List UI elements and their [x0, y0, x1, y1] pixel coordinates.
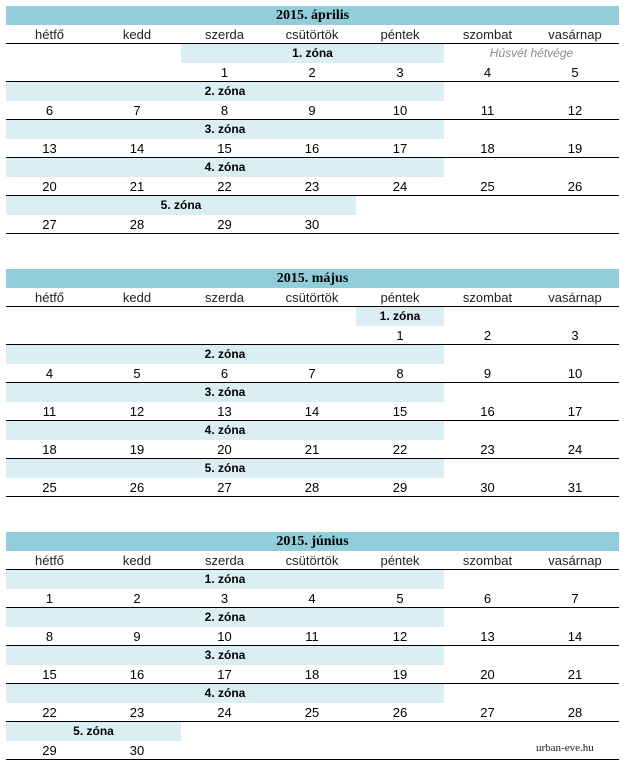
zone-label: 1. zóna	[292, 46, 333, 60]
date-cell: 26	[129, 480, 145, 495]
date-cell: 22	[42, 705, 57, 720]
date-cell: 15	[42, 667, 57, 682]
date-cell: 27	[217, 480, 232, 495]
zone-label: 2. zóna	[204, 347, 246, 361]
date-cell: 27	[42, 217, 57, 232]
date-cell: 14	[129, 141, 145, 156]
date-cell: 21	[304, 442, 320, 457]
date-cell: 19	[129, 442, 145, 457]
date-cell: 15	[392, 404, 408, 419]
zone-row	[6, 158, 619, 177]
date-cell: 19	[567, 141, 583, 156]
zone-label: 2. zóna	[204, 610, 246, 624]
date-row	[6, 665, 619, 684]
weekday-label: kedd	[122, 27, 152, 42]
date-cell: 3	[396, 65, 404, 80]
date-cell: 1	[45, 591, 54, 606]
date-cell: 13	[217, 404, 232, 419]
weekday-label: szerda	[204, 27, 245, 42]
zone-label: 4. zóna	[204, 686, 246, 700]
date-cell: 14	[567, 629, 583, 644]
date-cell: 13	[480, 629, 495, 644]
date-row	[6, 177, 619, 196]
date-cell: 10	[217, 629, 232, 644]
date-cell: 28	[567, 705, 583, 720]
easter-weekend-note: Húsvét hétvége	[489, 46, 574, 60]
zone-label: 5. zóna	[73, 724, 114, 738]
date-cell: 2	[483, 328, 492, 343]
date-cell: 25	[304, 705, 320, 720]
weekday-header-row	[6, 551, 619, 570]
weekday-label: szombat	[462, 553, 513, 568]
zone-label: 3. zóna	[204, 648, 246, 662]
zone-row	[6, 82, 619, 101]
date-cell: 20	[42, 179, 57, 194]
zone-label: 5. zóna	[204, 461, 246, 475]
date-cell: 16	[304, 141, 320, 156]
date-cell: 23	[129, 705, 145, 720]
date-cell: 14	[304, 404, 320, 419]
zone-row	[6, 44, 619, 63]
weekday-label: csütörtök	[285, 27, 339, 42]
date-row	[6, 101, 619, 120]
zone-row	[6, 421, 619, 440]
date-cell: 2	[308, 65, 316, 80]
date-cell: 21	[567, 667, 583, 682]
weekday-label: péntek	[380, 27, 420, 42]
date-cell: 26	[567, 179, 583, 194]
weekday-label: kedd	[122, 290, 152, 305]
date-row	[6, 627, 619, 646]
date-cell: 20	[480, 667, 495, 682]
date-cell: 7	[133, 103, 141, 118]
date-row	[6, 364, 619, 383]
zone-label: 1. zóna	[379, 309, 421, 323]
date-cell: 30	[304, 217, 320, 232]
date-cell: 9	[133, 629, 141, 644]
weekday-label: szombat	[462, 290, 513, 305]
date-cell: 3	[571, 328, 579, 343]
zone-row	[6, 120, 619, 139]
zone-row	[6, 345, 619, 364]
date-cell: 7	[308, 366, 316, 381]
date-cell: 17	[392, 141, 408, 156]
date-row	[6, 440, 619, 459]
date-row	[6, 703, 619, 722]
date-cell: 15	[217, 141, 232, 156]
weekday-label: szerda	[204, 290, 245, 305]
date-cell: 11	[305, 629, 319, 644]
date-cell: 6	[45, 103, 54, 118]
date-cell: 18	[42, 442, 57, 457]
month-title: 2015. április	[6, 6, 619, 25]
date-cell: 18	[480, 141, 495, 156]
weekday-label: szombat	[462, 27, 513, 42]
date-cell: 10	[567, 366, 583, 381]
date-cell: 30	[129, 743, 145, 758]
date-cell: 6	[483, 591, 492, 606]
zone-row	[6, 608, 619, 627]
weekday-label: hétfő	[35, 553, 64, 568]
date-cell: 29	[392, 480, 408, 495]
date-row	[6, 589, 619, 608]
date-cell: 16	[129, 667, 145, 682]
date-cell: 29	[42, 743, 57, 758]
date-cell: 24	[392, 179, 408, 194]
month-block	[6, 269, 619, 497]
date-row	[6, 63, 619, 82]
date-row	[6, 139, 619, 158]
zone-label: 4. zóna	[204, 423, 246, 437]
site-credit: urban-eve.hu	[536, 742, 594, 754]
date-cell: 11	[480, 103, 495, 118]
zone-label: 4. zóna	[204, 160, 246, 174]
zone-label: 1. zóna	[204, 572, 246, 586]
date-cell: 22	[392, 442, 408, 457]
weekday-label: vasárnap	[548, 290, 602, 305]
zone-row	[6, 383, 619, 402]
date-cell: 20	[217, 442, 232, 457]
weekday-header-row	[6, 288, 619, 307]
date-cell: 31	[567, 480, 583, 495]
weekday-label: péntek	[380, 553, 420, 568]
date-row	[6, 741, 619, 760]
weekday-header-row	[6, 25, 619, 44]
date-cell: 4	[483, 65, 492, 80]
zone-label: 5. zóna	[160, 198, 202, 212]
weekday-label: szerda	[204, 553, 245, 568]
date-cell: 25	[42, 480, 57, 495]
month-title: 2015. június	[6, 532, 619, 551]
date-cell: 23	[480, 442, 495, 457]
date-cell: 27	[480, 705, 495, 720]
date-cell: 24	[217, 705, 232, 720]
date-cell: 25	[480, 179, 495, 194]
date-cell: 5	[571, 65, 579, 80]
date-cell: 17	[567, 404, 583, 419]
date-cell: 9	[308, 103, 316, 118]
date-cell: 21	[129, 179, 145, 194]
date-cell: 5	[396, 591, 404, 606]
month-block	[6, 6, 619, 234]
weekday-label: hétfő	[35, 27, 64, 42]
weekday-label: csütörtök	[285, 553, 339, 568]
weekday-label: csütörtök	[285, 290, 339, 305]
date-cell: 10	[392, 103, 408, 118]
date-cell: 12	[567, 103, 583, 118]
zone-row	[6, 646, 619, 665]
date-cell: 4	[45, 366, 54, 381]
date-cell: 7	[571, 591, 579, 606]
zone-row	[6, 196, 619, 215]
date-row	[6, 215, 619, 234]
date-cell: 17	[217, 667, 232, 682]
date-cell: 28	[129, 217, 145, 232]
date-cell: 19	[392, 667, 408, 682]
date-cell: 12	[129, 404, 145, 419]
date-cell: 9	[483, 366, 492, 381]
date-row	[6, 402, 619, 421]
date-cell: 24	[567, 442, 583, 457]
date-cell: 8	[45, 629, 54, 644]
date-cell: 16	[480, 404, 495, 419]
date-cell: 8	[396, 366, 404, 381]
date-cell: 30	[480, 480, 495, 495]
date-cell: 1	[220, 65, 229, 80]
zone-row	[6, 459, 619, 478]
weekday-label: hétfő	[35, 290, 64, 305]
date-cell: 3	[220, 591, 229, 606]
weekday-label: vasárnap	[548, 553, 602, 568]
date-row	[6, 478, 619, 497]
zone-row	[6, 684, 619, 703]
date-row	[6, 326, 619, 345]
month-title: 2015. május	[6, 269, 619, 288]
date-cell: 8	[220, 103, 229, 118]
date-cell: 13	[42, 141, 57, 156]
zone-row	[6, 570, 619, 589]
zone-row	[6, 722, 619, 741]
date-cell: 5	[133, 366, 141, 381]
date-cell: 29	[217, 217, 232, 232]
date-cell: 1	[396, 328, 404, 343]
zone-label: 3. zóna	[204, 385, 246, 399]
date-cell: 26	[392, 705, 408, 720]
date-cell: 11	[42, 404, 57, 419]
date-cell: 28	[304, 480, 320, 495]
date-cell: 23	[304, 179, 320, 194]
zone-label: 2. zóna	[204, 84, 246, 98]
zone-label: 3. zóna	[204, 122, 246, 136]
date-cell: 22	[217, 179, 232, 194]
date-cell: 12	[392, 629, 408, 644]
date-cell: 18	[304, 667, 320, 682]
date-cell: 6	[220, 366, 229, 381]
weekday-label: kedd	[122, 553, 152, 568]
month-block	[6, 532, 619, 760]
date-cell: 2	[133, 591, 141, 606]
weekday-label: vasárnap	[548, 27, 602, 42]
weekday-label: péntek	[380, 290, 420, 305]
date-cell: 4	[308, 591, 316, 606]
zone-row	[6, 307, 619, 326]
